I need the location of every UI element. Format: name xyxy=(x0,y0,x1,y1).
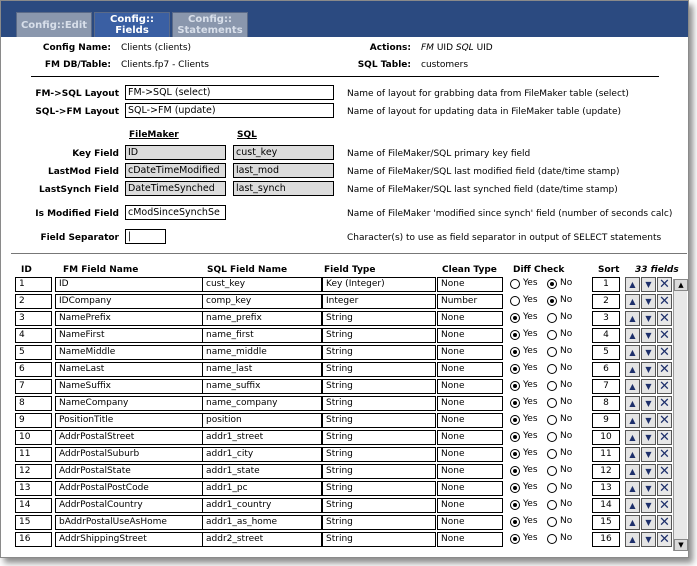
table-row xyxy=(12,327,674,344)
table-row xyxy=(12,531,674,548)
table-row xyxy=(12,310,674,327)
diff-check-yes-label: Yes xyxy=(523,465,538,475)
clean-type[interactable]: None xyxy=(437,413,503,428)
sort-order[interactable]: 5 xyxy=(592,345,620,360)
sort-order[interactable]: 6 xyxy=(592,362,620,377)
key-field-desc: Name of FileMaker/SQL primary key field xyxy=(347,149,531,159)
field-type[interactable]: String xyxy=(322,311,436,326)
clean-type[interactable]: None xyxy=(437,362,503,377)
sql-field-name[interactable]: addr1_city xyxy=(202,447,322,462)
sql-field-name[interactable]: addr1_state xyxy=(202,464,322,479)
fm-field-name[interactable]: AddrShippingStreet xyxy=(55,532,205,547)
move-up-icon[interactable]: ▲ xyxy=(625,362,640,377)
field-type[interactable]: String xyxy=(322,345,436,360)
lastmod-field-sql[interactable]: last_mod xyxy=(233,163,334,178)
diff-check-no-label: No xyxy=(560,278,573,288)
sql-field-name[interactable]: name_middle xyxy=(202,345,322,360)
move-down-icon[interactable]: ▼ xyxy=(641,515,656,530)
diff-check-no-radio[interactable] xyxy=(547,330,557,340)
field-id[interactable]: 1 xyxy=(15,277,52,292)
lastmod-field-fm[interactable]: cDateTimeModified xyxy=(125,163,226,178)
tab-config-fields[interactable] xyxy=(94,12,170,37)
col-header-fm-field: FM Field Name xyxy=(63,265,139,275)
diff-check-yes-label: Yes xyxy=(523,516,538,526)
diff-check-no-label: No xyxy=(560,516,573,526)
sql-field-name[interactable]: name_company xyxy=(202,396,322,411)
sql-fm-layout-desc: Name of layout for updating data in FileMaker table (update) xyxy=(347,107,621,117)
actions-label: Actions: xyxy=(369,43,411,53)
key-field-fm[interactable]: ID xyxy=(125,145,226,160)
field-id[interactable]: 12 xyxy=(15,464,52,479)
sql-table-value: customers xyxy=(421,60,469,70)
table-row xyxy=(12,344,674,361)
table-row xyxy=(12,412,674,429)
diff-check-no-radio[interactable] xyxy=(547,313,557,323)
fm-field-name[interactable]: NameFirst xyxy=(55,328,205,343)
clean-type[interactable]: None xyxy=(437,447,503,462)
fm-field-name[interactable]: PositionTitle xyxy=(55,413,205,428)
diff-check-no-radio[interactable] xyxy=(547,279,557,289)
tab-label: Fields xyxy=(115,25,149,36)
sql-field-name[interactable]: name_last xyxy=(202,362,322,377)
move-down-icon[interactable]: ▼ xyxy=(641,379,656,394)
sort-order[interactable]: 7 xyxy=(592,379,620,394)
sort-order[interactable]: 15 xyxy=(592,515,620,530)
delete-icon[interactable]: ✕ xyxy=(657,328,672,343)
diff-check-no-label: No xyxy=(560,363,573,373)
fm-table-label: FM DB/Table: xyxy=(44,60,111,70)
move-up-icon[interactable]: ▲ xyxy=(625,498,640,513)
diff-check-yes-label: Yes xyxy=(523,363,538,373)
move-up-icon[interactable]: ▲ xyxy=(625,345,640,360)
move-up-icon[interactable]: ▲ xyxy=(625,481,640,496)
sort-order[interactable]: 1 xyxy=(592,277,620,292)
move-up-icon[interactable]: ▲ xyxy=(625,379,640,394)
sort-order[interactable]: 14 xyxy=(592,498,620,513)
sql-fm-layout-label: SQL->FM Layout xyxy=(35,107,119,117)
move-down-icon[interactable]: ▼ xyxy=(641,328,656,343)
diff-check-no-label: No xyxy=(560,414,573,424)
sql-field-name[interactable]: position xyxy=(202,413,322,428)
fm-table-value: Clients.fp7 - Clients xyxy=(121,60,209,70)
table-row xyxy=(12,429,674,446)
fm-field-name[interactable]: NameCompany xyxy=(55,396,205,411)
diff-check-yes-label: Yes xyxy=(523,278,538,288)
sort-order[interactable]: 11 xyxy=(592,447,620,462)
field-id[interactable]: 3 xyxy=(15,311,52,326)
tab-label: Config:: xyxy=(188,14,232,25)
table-row xyxy=(12,446,674,463)
move-up-icon[interactable]: ▲ xyxy=(625,532,640,547)
move-down-icon[interactable]: ▼ xyxy=(641,464,656,479)
diff-check-no-radio[interactable] xyxy=(547,449,557,459)
diff-check-no-label: No xyxy=(560,482,573,492)
move-down-icon[interactable]: ▼ xyxy=(641,345,656,360)
diff-check-yes-label: Yes xyxy=(523,397,538,407)
table-row xyxy=(12,463,674,480)
sql-field-name[interactable]: name_prefix xyxy=(202,311,322,326)
field-type[interactable]: String xyxy=(322,413,436,428)
sql-field-name[interactable]: name_suffix xyxy=(202,379,322,394)
move-down-icon[interactable]: ▼ xyxy=(641,277,656,292)
field-type[interactable]: String xyxy=(322,362,436,377)
diff-check-yes-label: Yes xyxy=(523,482,538,492)
delete-icon[interactable]: ✕ xyxy=(657,345,672,360)
diff-check-no-radio[interactable] xyxy=(547,347,557,357)
diff-check-yes-radio[interactable] xyxy=(510,500,520,510)
actions-sql: SQL xyxy=(455,43,474,53)
fm-sql-layout-label: FM->SQL Layout xyxy=(35,89,119,99)
lastmod-field-label: LastMod Field xyxy=(47,167,119,177)
delete-icon[interactable]: ✕ xyxy=(657,413,672,428)
clean-type[interactable]: Number xyxy=(437,294,503,309)
field-type[interactable]: Integer xyxy=(322,294,436,309)
sql-field-name[interactable]: addr1_as_home xyxy=(202,515,322,530)
col-header-field-type: Field Type xyxy=(324,265,376,275)
table-row xyxy=(12,480,674,497)
config-name-label: Config Name: xyxy=(42,43,111,53)
actions-fm: FM xyxy=(421,43,434,53)
col-header-id: ID xyxy=(21,265,32,275)
ismod-field-desc: Name of FileMaker 'modified since synch' field (number of seconds calc) xyxy=(347,209,673,219)
delete-icon[interactable]: ✕ xyxy=(657,379,672,394)
diff-check-no-radio[interactable] xyxy=(547,432,557,442)
diff-check-yes-label: Yes xyxy=(523,346,538,356)
diff-check-yes-radio[interactable] xyxy=(510,296,520,306)
move-down-icon[interactable]: ▼ xyxy=(641,396,656,411)
fm-field-name[interactable]: ID xyxy=(55,277,205,292)
lastsynch-field-sql[interactable]: last_synch xyxy=(233,181,334,196)
field-id[interactable]: 14 xyxy=(15,498,52,513)
move-down-icon[interactable]: ▼ xyxy=(641,413,656,428)
field-type[interactable]: String xyxy=(322,328,436,343)
delete-icon[interactable]: ✕ xyxy=(657,447,672,462)
diff-check-no-radio[interactable] xyxy=(547,364,557,374)
field-type[interactable]: String xyxy=(322,464,436,479)
fields-table xyxy=(12,276,688,558)
move-up-icon[interactable]: ▲ xyxy=(625,413,640,428)
table-row xyxy=(12,276,674,293)
diff-check-no-radio[interactable] xyxy=(547,415,557,425)
fm-field-name[interactable]: bAddrPostalUseAsHome xyxy=(55,515,205,530)
fm-field-name[interactable]: AddrPostalCountry xyxy=(55,498,205,513)
diff-check-no-radio[interactable] xyxy=(547,534,557,544)
table-row xyxy=(12,497,674,514)
field-id[interactable]: 2 xyxy=(15,294,52,309)
diff-check-no-radio[interactable] xyxy=(547,398,557,408)
clean-type[interactable]: None xyxy=(437,345,503,360)
move-up-icon[interactable]: ▲ xyxy=(625,328,640,343)
diff-check-no-label: No xyxy=(560,380,573,390)
field-id[interactable]: 9 xyxy=(15,413,52,428)
field-id[interactable]: 8 xyxy=(15,396,52,411)
diff-check-yes-radio[interactable] xyxy=(510,432,520,442)
fm-field-name[interactable]: IDCompany xyxy=(55,294,205,309)
diff-check-no-label: No xyxy=(560,533,573,543)
diff-check-yes-label: Yes xyxy=(523,414,538,424)
diff-check-no-radio[interactable] xyxy=(547,517,557,527)
field-id[interactable]: 4 xyxy=(15,328,52,343)
move-down-icon[interactable]: ▼ xyxy=(641,430,656,445)
scroll-up-icon[interactable]: ▲ xyxy=(674,279,688,291)
ismod-field-label: Is Modified Field xyxy=(35,209,119,219)
sql-fm-layout-field[interactable]: SQL->FM (update) xyxy=(125,103,334,118)
fm-field-name[interactable]: NameSuffix xyxy=(55,379,205,394)
lastsynch-field-label: LastSynch Field xyxy=(39,185,119,195)
tab-config-statements[interactable] xyxy=(172,12,248,37)
field-id[interactable]: 15 xyxy=(15,515,52,530)
clean-type[interactable]: None xyxy=(437,277,503,292)
field-type[interactable]: Key (Integer) xyxy=(322,277,436,292)
sort-order[interactable]: 13 xyxy=(592,481,620,496)
lastmod-field-desc: Name of FileMaker/SQL last modified field (date/time stamp) xyxy=(347,167,620,177)
fm-field-name[interactable]: AddrPostalState xyxy=(55,464,205,479)
move-down-icon[interactable]: ▼ xyxy=(641,447,656,462)
delete-icon[interactable]: ✕ xyxy=(657,532,672,547)
table-row xyxy=(12,293,674,310)
sql-column-heading: SQL xyxy=(237,130,257,140)
sort-order[interactable]: 3 xyxy=(592,311,620,326)
diff-check-yes-radio[interactable] xyxy=(510,449,520,459)
fm-field-name[interactable]: AddrPostalSuburb xyxy=(55,447,205,462)
move-up-icon[interactable]: ▲ xyxy=(625,430,640,445)
diff-check-no-label: No xyxy=(560,499,573,509)
move-up-icon[interactable]: ▲ xyxy=(625,464,640,479)
field-type[interactable]: String xyxy=(322,481,436,496)
field-separator-label: Field Separator xyxy=(40,233,119,243)
sort-order[interactable]: 16 xyxy=(592,532,620,547)
tab-label: Config:: xyxy=(110,14,154,25)
diff-check-yes-radio[interactable] xyxy=(510,381,520,391)
field-type[interactable]: String xyxy=(322,498,436,513)
field-type[interactable]: String xyxy=(322,515,436,530)
diff-check-yes-label: Yes xyxy=(523,533,538,543)
filemaker-column-heading: FileMaker xyxy=(129,130,179,140)
sql-field-name[interactable]: addr1_street xyxy=(202,430,322,445)
delete-icon[interactable]: ✕ xyxy=(657,464,672,479)
sql-table-label: SQL Table: xyxy=(357,60,411,70)
field-type[interactable]: String xyxy=(322,447,436,462)
move-down-icon[interactable]: ▼ xyxy=(641,481,656,496)
move-down-icon[interactable]: ▼ xyxy=(641,311,656,326)
move-up-icon[interactable]: ▲ xyxy=(625,515,640,530)
clean-type[interactable]: None xyxy=(437,532,503,547)
diff-check-no-label: No xyxy=(560,397,573,407)
clean-type[interactable]: None xyxy=(437,464,503,479)
lastsynch-field-fm[interactable]: DateTimeSynched xyxy=(125,181,226,196)
field-id[interactable]: 7 xyxy=(15,379,52,394)
clean-type[interactable]: None xyxy=(437,311,503,326)
fm-field-name[interactable]: NameMiddle xyxy=(55,345,205,360)
diff-check-yes-radio[interactable] xyxy=(510,398,520,408)
move-up-icon[interactable]: ▲ xyxy=(625,447,640,462)
diff-check-yes-label: Yes xyxy=(523,499,538,509)
fm-field-name[interactable]: AddrPostalStreet xyxy=(55,430,205,445)
clean-type[interactable]: None xyxy=(437,379,503,394)
clean-type[interactable]: None xyxy=(437,430,503,445)
diff-check-yes-radio[interactable] xyxy=(510,517,520,527)
table-row xyxy=(12,395,674,412)
delete-icon[interactable]: ✕ xyxy=(657,430,672,445)
tab-bar xyxy=(1,1,688,37)
field-id[interactable]: 10 xyxy=(15,430,52,445)
actions-value xyxy=(421,43,493,53)
field-type[interactable]: String xyxy=(322,430,436,445)
diff-check-yes-radio[interactable] xyxy=(510,330,520,340)
fm-field-name[interactable]: NamePrefix xyxy=(55,311,205,326)
clean-type[interactable]: None xyxy=(437,481,503,496)
field-id[interactable]: 16 xyxy=(15,532,52,547)
clean-type[interactable]: None xyxy=(437,396,503,411)
delete-icon[interactable]: ✕ xyxy=(657,294,672,309)
clean-type[interactable]: None xyxy=(437,498,503,513)
field-count: 33 fields xyxy=(635,265,679,275)
field-id[interactable]: 5 xyxy=(15,345,52,360)
move-up-icon[interactable]: ▲ xyxy=(625,277,640,292)
actions-uid: UID xyxy=(436,43,453,53)
diff-check-yes-label: Yes xyxy=(523,380,538,390)
sql-field-name[interactable]: cust_key xyxy=(202,277,322,292)
diff-check-yes-radio[interactable] xyxy=(510,279,520,289)
field-separator-input[interactable]: | xyxy=(125,229,166,244)
move-down-icon[interactable]: ▼ xyxy=(641,532,656,547)
move-down-icon[interactable]: ▼ xyxy=(641,498,656,513)
delete-icon[interactable]: ✕ xyxy=(657,481,672,496)
field-separator-desc: Character(s) to use as field separator in output of SELECT statements xyxy=(347,233,662,243)
col-header-sql-field: SQL Field Name xyxy=(207,265,288,275)
diff-check-no-radio[interactable] xyxy=(547,500,557,510)
field-type[interactable]: String xyxy=(322,396,436,411)
sort-order[interactable]: 4 xyxy=(592,328,620,343)
diff-check-no-radio[interactable] xyxy=(547,296,557,306)
config-name-value: Clients (clients) xyxy=(121,43,192,53)
diff-check-yes-radio[interactable] xyxy=(510,483,520,493)
diff-check-yes-label: Yes xyxy=(523,312,538,322)
scrollbar[interactable] xyxy=(673,279,687,551)
field-type[interactable]: String xyxy=(322,379,436,394)
table-row xyxy=(12,361,674,378)
fm-sql-layout-field[interactable]: FM->SQL (select) xyxy=(125,85,334,100)
diff-check-yes-radio[interactable] xyxy=(510,313,520,323)
field-id[interactable]: 13 xyxy=(15,481,52,496)
key-field-sql[interactable]: cust_key xyxy=(233,145,334,160)
tab-label: Config::Edit xyxy=(20,19,88,31)
sort-order[interactable]: 12 xyxy=(592,464,620,479)
tab-label: Statements xyxy=(177,25,243,36)
diff-check-yes-radio[interactable] xyxy=(510,415,520,425)
divider xyxy=(31,76,659,77)
col-header-diff-check: Diff Check xyxy=(513,265,565,275)
move-up-icon[interactable]: ▲ xyxy=(625,294,640,309)
field-id[interactable]: 6 xyxy=(15,362,52,377)
sort-order[interactable]: 10 xyxy=(592,430,620,445)
fm-sql-layout-desc: Name of layout for grabbing data from FileMaker table (select) xyxy=(347,89,629,99)
diff-check-no-radio[interactable] xyxy=(547,381,557,391)
field-id[interactable]: 11 xyxy=(15,447,52,462)
sort-order[interactable]: 8 xyxy=(592,396,620,411)
sql-field-name[interactable]: addr1_country xyxy=(202,498,322,513)
delete-icon[interactable]: ✕ xyxy=(657,498,672,513)
diff-check-no-radio[interactable] xyxy=(547,466,557,476)
col-header-clean-type: Clean Type xyxy=(442,265,497,275)
sort-order[interactable]: 9 xyxy=(592,413,620,428)
sql-field-name[interactable]: name_first xyxy=(202,328,322,343)
scroll-down-icon[interactable]: ▼ xyxy=(674,539,688,551)
diff-check-yes-radio[interactable] xyxy=(510,364,520,374)
fm-field-name[interactable]: NameLast xyxy=(55,362,205,377)
diff-check-yes-radio[interactable] xyxy=(510,466,520,476)
diff-check-no-radio[interactable] xyxy=(547,483,557,493)
move-down-icon[interactable]: ▼ xyxy=(641,294,656,309)
lastsynch-field-desc: Name of FileMaker/SQL last synched field (date/time stamp) xyxy=(347,185,618,195)
key-field-label: Key Field xyxy=(72,149,119,159)
diff-check-yes-label: Yes xyxy=(523,431,538,441)
table-row xyxy=(12,378,674,395)
diff-check-yes-label: Yes xyxy=(523,448,538,458)
move-down-icon[interactable]: ▼ xyxy=(641,362,656,377)
diff-check-no-label: No xyxy=(560,312,573,322)
delete-icon[interactable]: ✕ xyxy=(657,396,672,411)
diff-check-no-label: No xyxy=(560,295,573,305)
move-up-icon[interactable]: ▲ xyxy=(625,396,640,411)
ismod-field-fm[interactable]: cModSinceSynchSe xyxy=(125,205,226,220)
move-up-icon[interactable]: ▲ xyxy=(625,311,640,326)
diff-check-yes-label: Yes xyxy=(523,295,538,305)
field-type[interactable]: String xyxy=(322,532,436,547)
diff-check-no-label: No xyxy=(560,346,573,356)
diff-check-yes-label: Yes xyxy=(523,329,538,339)
diff-check-no-label: No xyxy=(560,431,573,441)
diff-check-yes-radio[interactable] xyxy=(510,347,520,357)
diff-check-yes-radio[interactable] xyxy=(510,534,520,544)
sql-field-name[interactable]: comp_key xyxy=(202,294,322,309)
clean-type[interactable]: None xyxy=(437,515,503,530)
clean-type[interactable]: None xyxy=(437,328,503,343)
delete-icon[interactable]: ✕ xyxy=(657,362,672,377)
delete-icon[interactable]: ✕ xyxy=(657,277,672,292)
delete-icon[interactable]: ✕ xyxy=(657,311,672,326)
divider xyxy=(11,253,687,254)
col-header-sort: Sort xyxy=(598,265,620,275)
sql-field-name[interactable]: addr2_street xyxy=(202,532,322,547)
delete-icon[interactable]: ✕ xyxy=(657,515,672,530)
actions-uid: UID xyxy=(476,43,493,53)
sort-order[interactable]: 2 xyxy=(592,294,620,309)
sql-field-name[interactable]: addr1_pc xyxy=(202,481,322,496)
fm-field-name[interactable]: AddrPostalPostCode xyxy=(55,481,205,496)
tab-config-edit[interactable] xyxy=(16,12,92,37)
diff-check-no-label: No xyxy=(560,465,573,475)
table-row xyxy=(12,514,674,531)
diff-check-no-label: No xyxy=(560,448,573,458)
diff-check-no-label: No xyxy=(560,329,573,339)
